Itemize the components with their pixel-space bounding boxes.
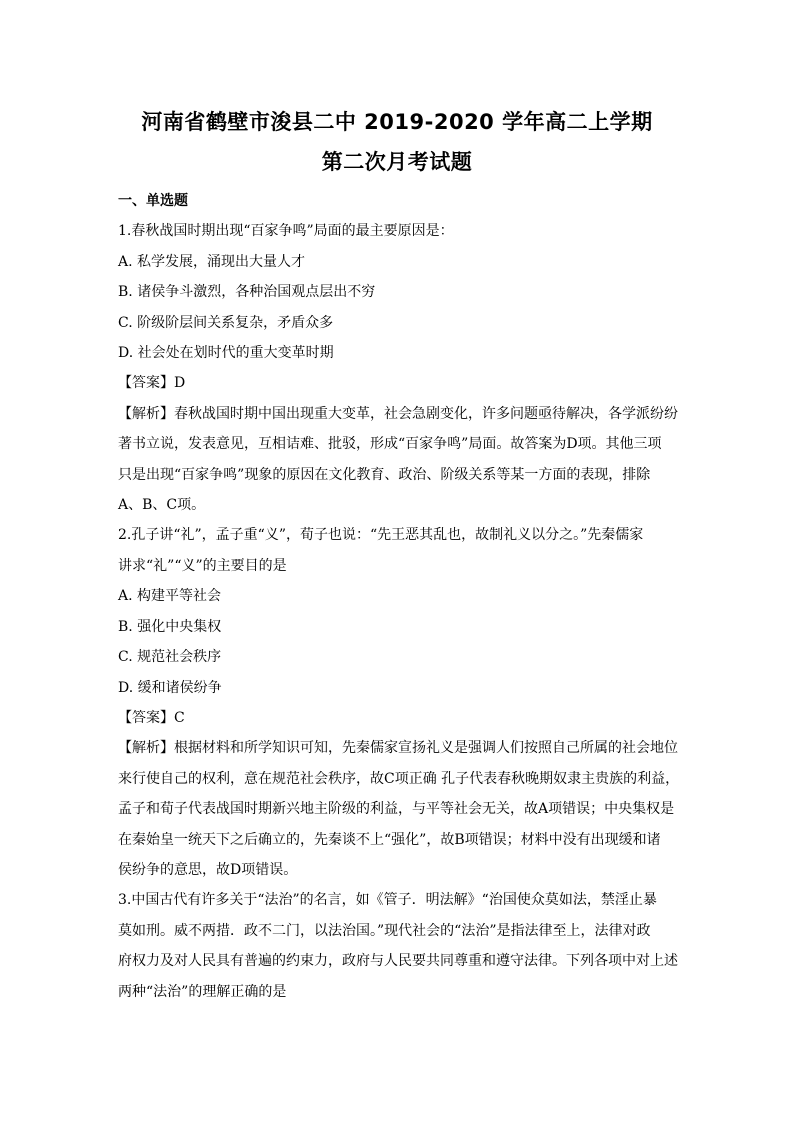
question-3 bbox=[118, 885, 680, 1007]
answer-line: 【答案】C bbox=[118, 709, 185, 726]
analysis-line: 侯纷争的意思，故D项错误。 bbox=[118, 861, 298, 878]
analysis-line: 在秦始皇一统天下之后确立的，先秦谈不上“强化”，故B项错误；材料中没有出现缓和诸 bbox=[118, 831, 661, 848]
option-b: B. 强化中央集权 bbox=[118, 618, 222, 635]
option-b: B. 诸侯争斗激烈，各种治国观点层出不穷 bbox=[118, 284, 376, 301]
analysis-line: 孟子和荀子代表战国时期新兴地主阶级的利益，与平等社会无关，故A项错误；中央集权是 bbox=[118, 801, 675, 818]
option-c: C. 规范社会秩序 bbox=[118, 649, 222, 666]
option-c: C. 阶级阶层间关系复杂，矛盾众多 bbox=[118, 314, 334, 331]
option-a: A. 构建平等社会 bbox=[118, 588, 222, 605]
option-a: A. 私学发展，涌现出大量人才 bbox=[118, 253, 306, 270]
question-stem: 莫如刑。威不两措．政不二门，以法治国。”现代社会的“法治”是指法律至上，法律对政 bbox=[118, 922, 651, 939]
option-d: D. 社会处在划时代的重大变革时期 bbox=[118, 345, 334, 362]
analysis-line: 【解析】根据材料和所学知识可知，先秦儒家宣扬礼义是强调人们按照自己所属的社会地位 bbox=[118, 740, 678, 757]
question-stem: 府权力及对人民具有普遍的约束力，政府与人民要共同尊重和遵守法律。下列各项中对上述 bbox=[118, 953, 678, 970]
answer-line: 【答案】D bbox=[118, 375, 186, 392]
question-stem: 1.春秋战国时期出现“百家争鸣”局面的最主要原因是： bbox=[118, 223, 454, 240]
analysis-line: 【解析】春秋战国时期中国出现重大变革，社会急剧变化，许多问题亟待解决，各学派纷纷 bbox=[118, 405, 678, 422]
question-stem: 两种“法治”的理解正确的是 bbox=[118, 983, 287, 1000]
section-heading: 一、单选题 bbox=[118, 193, 188, 209]
question-1 bbox=[118, 216, 680, 520]
analysis-line: A、B、C项。 bbox=[118, 497, 206, 514]
question-2 bbox=[118, 520, 680, 885]
question-stem: 3.中国古代有许多关于“法治”的名言，如《管子．明法解》“治国使众莫如法，禁淫止暴 bbox=[118, 892, 657, 909]
analysis-line: 只是出现“百家争鸣”现象的原因在文化教育、政治、阶级关系等某一方面的表现，排除 bbox=[118, 466, 651, 483]
question-stem: 讲求“礼”“义”的主要目的是 bbox=[118, 557, 287, 574]
document-title-line1: 河南省鹤壁市浚县二中 2019-2020 学年高二上学期 bbox=[141, 110, 653, 134]
analysis-line: 著书立说，发表意见，互相诘难、批驳，形成“百家争鸣”局面。故答案为D项。其他三项 bbox=[118, 436, 662, 453]
question-stem: 2.孔子讲“礼”，孟子重“义”，荀子也说：“先王恶其乱也，故制礼义以分之。”先秦儒家 bbox=[118, 527, 644, 544]
document-title-line2: 第二次月考试题 bbox=[321, 150, 473, 174]
analysis-line: 来行使自己的权利，意在规范社会秩序，故C项正确 孔子代表春秋晚期奴隶主贵族的利益， bbox=[118, 770, 680, 787]
document-body bbox=[118, 186, 680, 1007]
option-d: D. 缓和诸侯纷争 bbox=[118, 679, 222, 696]
